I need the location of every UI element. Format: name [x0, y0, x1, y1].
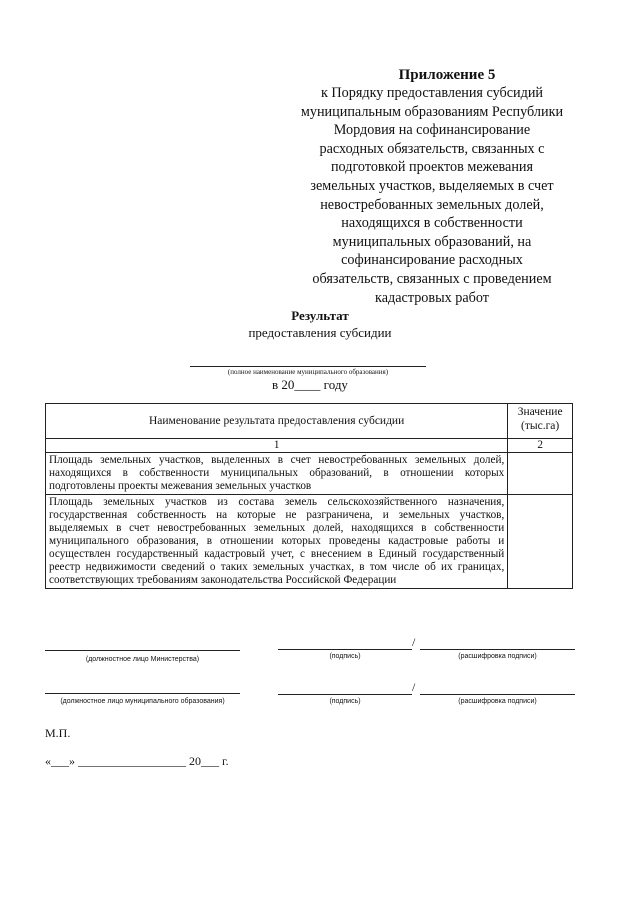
slash-separator: / [412, 635, 416, 649]
ministry-official-field[interactable] [45, 650, 240, 664]
ministry-official-caption: (должностное лицо Министерства) [85, 656, 200, 663]
header-value-cell: Значение (тыс.га) [508, 404, 573, 439]
result-name-cell: Площадь земельных участков из состава земель сельскохозяйственного назначения, государственная собственность на которые не разграничена, и земельных участков, выделяемых в счет невостребованных земельных долей, находящихся в собственности муниципального образования, в отношении которых проведены кадастровые работы и осуществлен государственный кадастровый учет, с внесением в Единый государственный реестр недвижимости сведений о таких земельных участках, в том числе об их границах, соответствующих требованиям законодательства Российской Федерации [46, 495, 508, 589]
decoding-caption: (расшифровка подписи) [458, 653, 537, 660]
slash-separator: / [412, 680, 416, 694]
signature-caption: (подпись) [329, 698, 361, 705]
year-field[interactable]: в 20____ году [272, 377, 348, 392]
decoding-field-2[interactable] [420, 694, 575, 706]
result-value-cell[interactable] [508, 453, 573, 495]
appendix-line: кадастровых работ [375, 289, 489, 306]
appendix-text [282, 84, 582, 307]
table-header-row [46, 404, 573, 439]
appendix-line: обязательств, связанных с проведением [312, 270, 552, 287]
signature-caption: (подпись) [329, 653, 361, 660]
column-number-2: 2 [508, 439, 573, 453]
decoding-field-1[interactable] [420, 649, 575, 661]
stamp-place: М.П. [45, 726, 71, 740]
table-row [46, 453, 573, 495]
result-name-cell: Площадь земельных участков, выделенных в счет невостребованных земельных долей, находящихся в собственности муниципальных образований, в отношении которых подготовлены проекты межевания земельных участков [46, 453, 508, 495]
appendix-line: муниципальных образований, на [332, 233, 532, 250]
appendix-line: муниципальным образованиям Республики [300, 103, 564, 120]
municipality-caption: (полное наименование муниципального образования) [227, 368, 389, 376]
decoding-caption: (расшифровка подписи) [458, 698, 537, 705]
signature-field-1[interactable] [278, 649, 412, 661]
result-subtitle: предоставления субсидии [248, 325, 392, 340]
result-heading [200, 308, 440, 341]
appendix-line: невостребованных земельных долей, [320, 196, 544, 213]
results-table [45, 403, 573, 589]
municipality-fill-line[interactable] [190, 366, 426, 367]
appendix-line: софинансирование расходных [341, 252, 523, 269]
date-field[interactable]: «___» __________________ 20___ г. [45, 754, 229, 768]
appendix-line: подготовкой проектов межевания [330, 159, 534, 176]
appendix-line: земельных участков, выделяемых в счет [310, 177, 554, 194]
municipal-official-field[interactable] [45, 693, 240, 706]
table-row [46, 495, 573, 589]
column-number-1: 1 [46, 439, 508, 453]
appendix-line: Мордовия на софинансирование [333, 122, 531, 139]
municipal-official-caption: (должностное лицо муниципального образования) [60, 698, 225, 705]
signature-field-2[interactable] [278, 694, 412, 706]
appendix-line: находящихся в собственности [341, 215, 523, 232]
appendix-title: Приложение 5 [398, 67, 496, 83]
appendix-line: расходных обязательств, связанных с [319, 140, 545, 157]
appendix-line: к Порядку предоставления субсидий [320, 85, 544, 101]
header-name-cell: Наименование результата предоставления субсидии [46, 404, 508, 439]
column-number-row [46, 439, 573, 453]
appendix-header [282, 66, 582, 307]
result-title: Результат [291, 308, 349, 323]
result-value-cell[interactable] [508, 495, 573, 589]
